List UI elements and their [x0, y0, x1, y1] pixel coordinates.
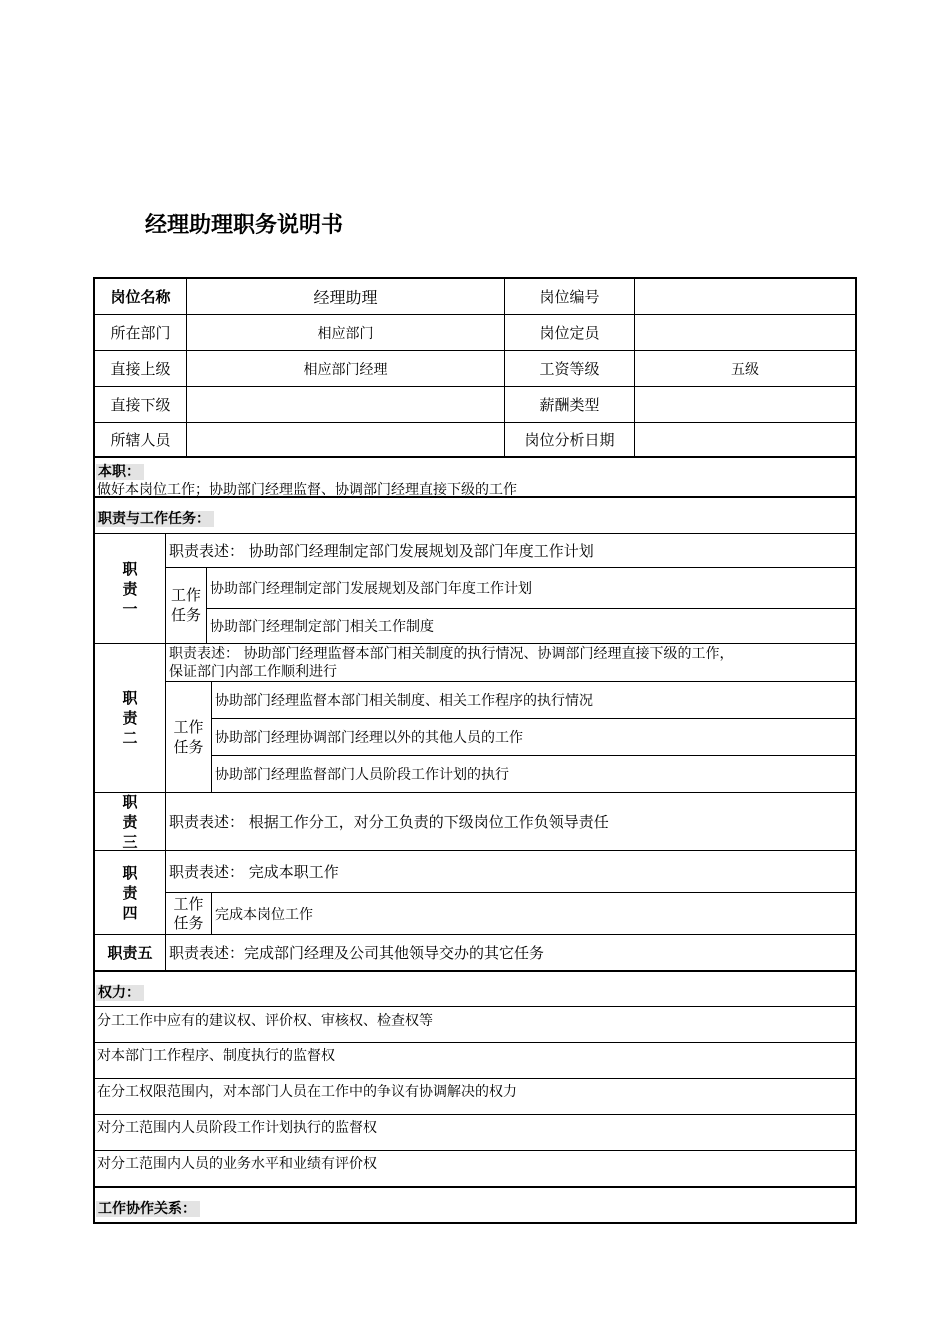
duty-2-task-2: 协助部门经理协调部门经理以外的其他人员的工作: [211, 719, 855, 756]
duty-3-desc: 职责表述： 根据工作分工，对分工负责的下级岗位工作负领导责任: [165, 793, 855, 850]
value-pay-type: [634, 387, 855, 422]
duty-2-block: [95, 644, 855, 793]
duty-1-task-1: 协助部门经理制定部门发展规划及部门年度工作计划: [206, 567, 855, 609]
label-department: 所在部门: [110, 324, 171, 342]
value-position-id: [634, 279, 855, 314]
core-duty-label: 本职：: [96, 461, 144, 481]
duty-4-desc: 职责表述： 完成本职工作: [166, 851, 855, 893]
info-row-1: [95, 279, 855, 315]
label-position-id: 岗位编号: [504, 279, 634, 314]
duty-3-block: [95, 793, 855, 851]
duty-2-desc: [166, 644, 855, 682]
value-analysis-date: [634, 423, 855, 456]
label-headcount: 岗位定员: [504, 315, 634, 350]
power-item-4: 对分工范围内人员阶段工作计划执行的监督权: [97, 1120, 377, 1136]
cooperation-header: 工作协作关系：: [96, 1198, 200, 1218]
duty-2-desc-line-2: 保证部门内部工作顺利进行: [169, 664, 337, 680]
value-position-name: 经理助理: [186, 279, 504, 314]
info-row-2: [95, 315, 855, 351]
cooperation-row: [95, 1188, 855, 1222]
duty-5-label: 职责五: [107, 944, 153, 962]
duty-1-task-2: 协助部门经理制定部门相关工作制度: [206, 609, 855, 643]
power-item-3: 在分工权限范围内，对本部门人员在工作中的争议有协调解决的权力: [97, 1084, 517, 1100]
value-staff: [186, 423, 504, 456]
label-position-name: 岗位名称: [110, 288, 171, 306]
duty-2-desc-line-1: 职责表述： 协助部门经理监督本部门相关制度的执行情况、协调部门经理直接下级的工作，: [169, 646, 734, 662]
core-duty-row: [95, 458, 855, 498]
duty-4-task-1: 完成本岗位工作: [211, 893, 855, 934]
core-duty-text: 做好本岗位工作；协助部门经理监督、协调部门经理直接下级的工作: [97, 482, 517, 498]
duty-5-desc: 职责表述：完成部门经理及公司其他领导交办的其它任务: [165, 935, 855, 970]
duty-4-task-label: 工作 任务: [173, 894, 204, 932]
value-direct-superior: 相应部门经理: [186, 351, 504, 386]
label-pay-type: 薪酬类型: [504, 387, 634, 422]
value-salary-grade: 五级: [634, 351, 855, 386]
duty-4-block: [95, 851, 855, 935]
duty-1-task-label: 工作 任务: [170, 586, 201, 624]
label-direct-superior: 直接上级: [110, 360, 171, 378]
label-staff: 所辖人员: [110, 431, 171, 449]
duties-header: 职责与工作任务：: [96, 508, 214, 528]
duty-3-label: 职 责 三: [122, 792, 138, 851]
label-salary-grade: 工资等级: [504, 351, 634, 386]
value-headcount: [634, 315, 855, 350]
label-direct-subordinate: 直接下级: [110, 396, 171, 414]
duty-1-desc: 职责表述： 协助部门经理制定部门发展规划及部门年度工作计划: [166, 534, 855, 568]
power-item-2: 对本部门工作程序、制度执行的监督权: [97, 1048, 335, 1064]
duty-2-label: 职 责 二: [122, 689, 138, 747]
power-header-row: [95, 972, 855, 1007]
power-item-5: 对分工范围内人员的业务水平和业绩有评价权: [97, 1156, 377, 1172]
duties-header-row: [95, 498, 855, 534]
power-item-row: [95, 1007, 855, 1043]
duty-1-label: 职 责 一: [122, 559, 138, 618]
info-row-3: [95, 351, 855, 387]
duty-2-task-1: 协助部门经理监督本部门相关制度、相关工作程序的执行情况: [211, 682, 855, 719]
duty-4-content: [165, 851, 855, 934]
power-item-1: 分工工作中应有的建议权、评价权、审核权、检查权等: [97, 1013, 433, 1029]
power-item-row: [95, 1115, 855, 1151]
duty-1-block: [95, 534, 855, 644]
power-header: 权力：: [96, 982, 144, 1002]
duty-2-task-label: 工作 任务: [173, 718, 204, 756]
duty-5-block: [95, 935, 855, 972]
power-item-row: [95, 1043, 855, 1079]
duty-2-content: [165, 644, 855, 792]
label-analysis-date: 岗位分析日期: [504, 423, 634, 456]
value-direct-subordinate: [186, 387, 504, 422]
info-row-4: [95, 387, 855, 423]
duty-1-content: [165, 534, 855, 643]
power-item-row: [95, 1151, 855, 1188]
info-row-5: [95, 423, 855, 458]
power-item-row: [95, 1079, 855, 1115]
document-title: 经理助理职务说明书: [145, 213, 344, 238]
job-description-table: [93, 277, 857, 1224]
duty-2-task-3: 协助部门经理监督部门人员阶段工作计划的执行: [211, 756, 855, 792]
duty-4-label: 职 责 四: [122, 863, 138, 922]
value-department: 相应部门: [186, 315, 504, 350]
